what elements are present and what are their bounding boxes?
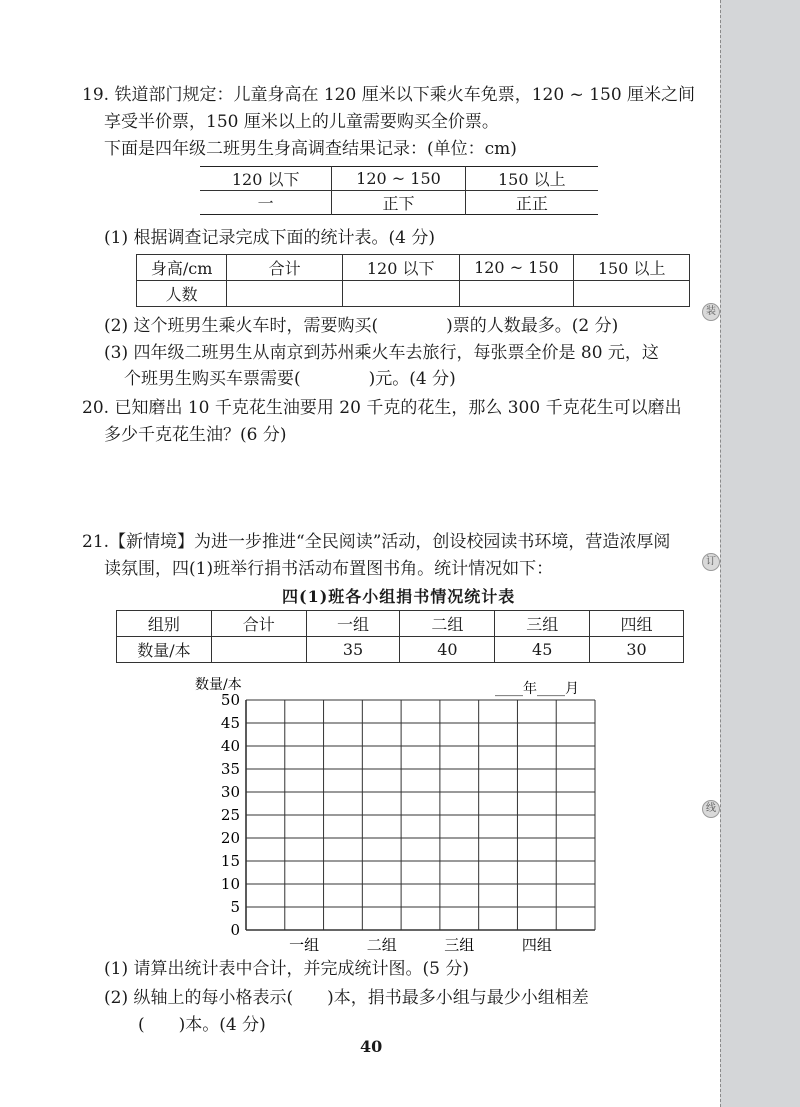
donation-row-label: 数量/本 [117, 637, 212, 663]
chart-x-category-label: 二组 [366, 936, 397, 954]
donation-header: 二组 [400, 611, 495, 637]
record-header: 120 ~ 150 [332, 167, 465, 191]
q19-text-3: 下面是四年级二班男生身高调查结果记录：(单位：cm) [104, 139, 517, 159]
record-tally: 正下 [332, 191, 465, 215]
q20-text-1: 20. 已知磨出 10 千克花生油要用 20 千克的花生，那么 300 千克花生可以磨出 [82, 398, 682, 418]
chart-y-tick-label: 45 [220, 714, 240, 732]
binding-hole-3: 线 [702, 800, 720, 818]
binding-hole-2: 订 [702, 553, 720, 571]
stats-row-label: 人数 [137, 281, 227, 307]
donation-table-title: 四(1)班各小组捐书情况统计表 [282, 587, 516, 606]
stats-header: 120 ~ 150 [459, 255, 574, 281]
q19-part-2: (2) 这个班男生乘火车时，需要购买( )票的人数最多。(2 分) [104, 316, 619, 336]
chart-y-tick-label: 50 [220, 691, 240, 709]
chart-y-axis-label: 数量/本 [195, 677, 242, 693]
q21-part-2b: ( )本。(4 分) [138, 1015, 266, 1035]
chart-y-tick-label: 35 [220, 760, 240, 778]
donation-header: 一组 [306, 611, 400, 637]
chart-y-tick-label: 20 [220, 829, 240, 847]
chart-y-tick-label: 40 [220, 737, 240, 755]
donation-value: 40 [400, 637, 495, 663]
chart-y-tick-label: 25 [220, 806, 240, 824]
donation-header: 四组 [590, 611, 684, 637]
donation-header: 组别 [117, 611, 212, 637]
q21-part-2a: (2) 纵轴上的每小格表示( )本，捐书最多小组与最少小组相差 [104, 988, 589, 1008]
q19-text-1: 19. 铁道部门规定：儿童身高在 120 厘米以下乘火车免票，120 ~ 150 厘米之间 [82, 85, 696, 105]
q19-text-2: 享受半价票，150 厘米以上的儿童需要购买全价票。 [104, 112, 499, 132]
q19-part-3b: 个班男生购买车票需要( )元。(4 分) [124, 369, 456, 389]
q21-text-1: 21.【新情境】为进一步推进“全民阅读”活动，创设校园读书环境，营造浓厚阅 [82, 532, 671, 552]
q21-text-2: 读氛围，四(1)班举行捐书活动布置图书角。统计情况如下： [104, 559, 554, 579]
stats-header: 身高/cm [137, 255, 227, 281]
chart-y-tick-label: 30 [220, 783, 240, 801]
stats-header: 合计 [227, 255, 343, 281]
record-tally: 一 [200, 191, 332, 215]
chart-y-tick-label: 0 [230, 921, 240, 939]
q19-part-1: (1) 根据调查记录完成下面的统计表。(4 分) [104, 228, 435, 248]
donation-value: 45 [495, 637, 590, 663]
q20-text-2: 多少千克花生油？(6 分) [104, 425, 287, 445]
stats-header: 120 以下 [342, 255, 459, 281]
donation-value: 30 [590, 637, 684, 663]
chart-x-category-label: 三组 [444, 936, 475, 954]
chart-y-tick-label: 5 [230, 898, 240, 916]
record-header: 120 以下 [200, 167, 332, 191]
chart-y-tick-label: 15 [220, 852, 240, 870]
record-header: 150 以上 [465, 167, 598, 191]
chart-x-category-label: 四组 [521, 936, 552, 954]
binding-hole-1: 装 [702, 303, 720, 321]
stats-header: 150 以上 [574, 255, 690, 281]
donation-value: 35 [306, 637, 400, 663]
q21-part-1: (1) 请算出统计表中合计，并完成统计图。(5 分) [104, 959, 469, 979]
q19-part-3a: (3) 四年级二班男生从南京到苏州乘火车去旅行，每张票全价是 80 元，这 [104, 343, 659, 363]
chart-y-tick-label: 10 [220, 875, 240, 893]
donation-header: 三组 [495, 611, 590, 637]
page-number: 40 [360, 1037, 383, 1056]
chart-x-category-label: 一组 [289, 936, 320, 954]
chart-date-label: ____年____月 [495, 681, 579, 697]
record-tally: 正正 [465, 191, 598, 215]
donation-header: 合计 [211, 611, 306, 637]
